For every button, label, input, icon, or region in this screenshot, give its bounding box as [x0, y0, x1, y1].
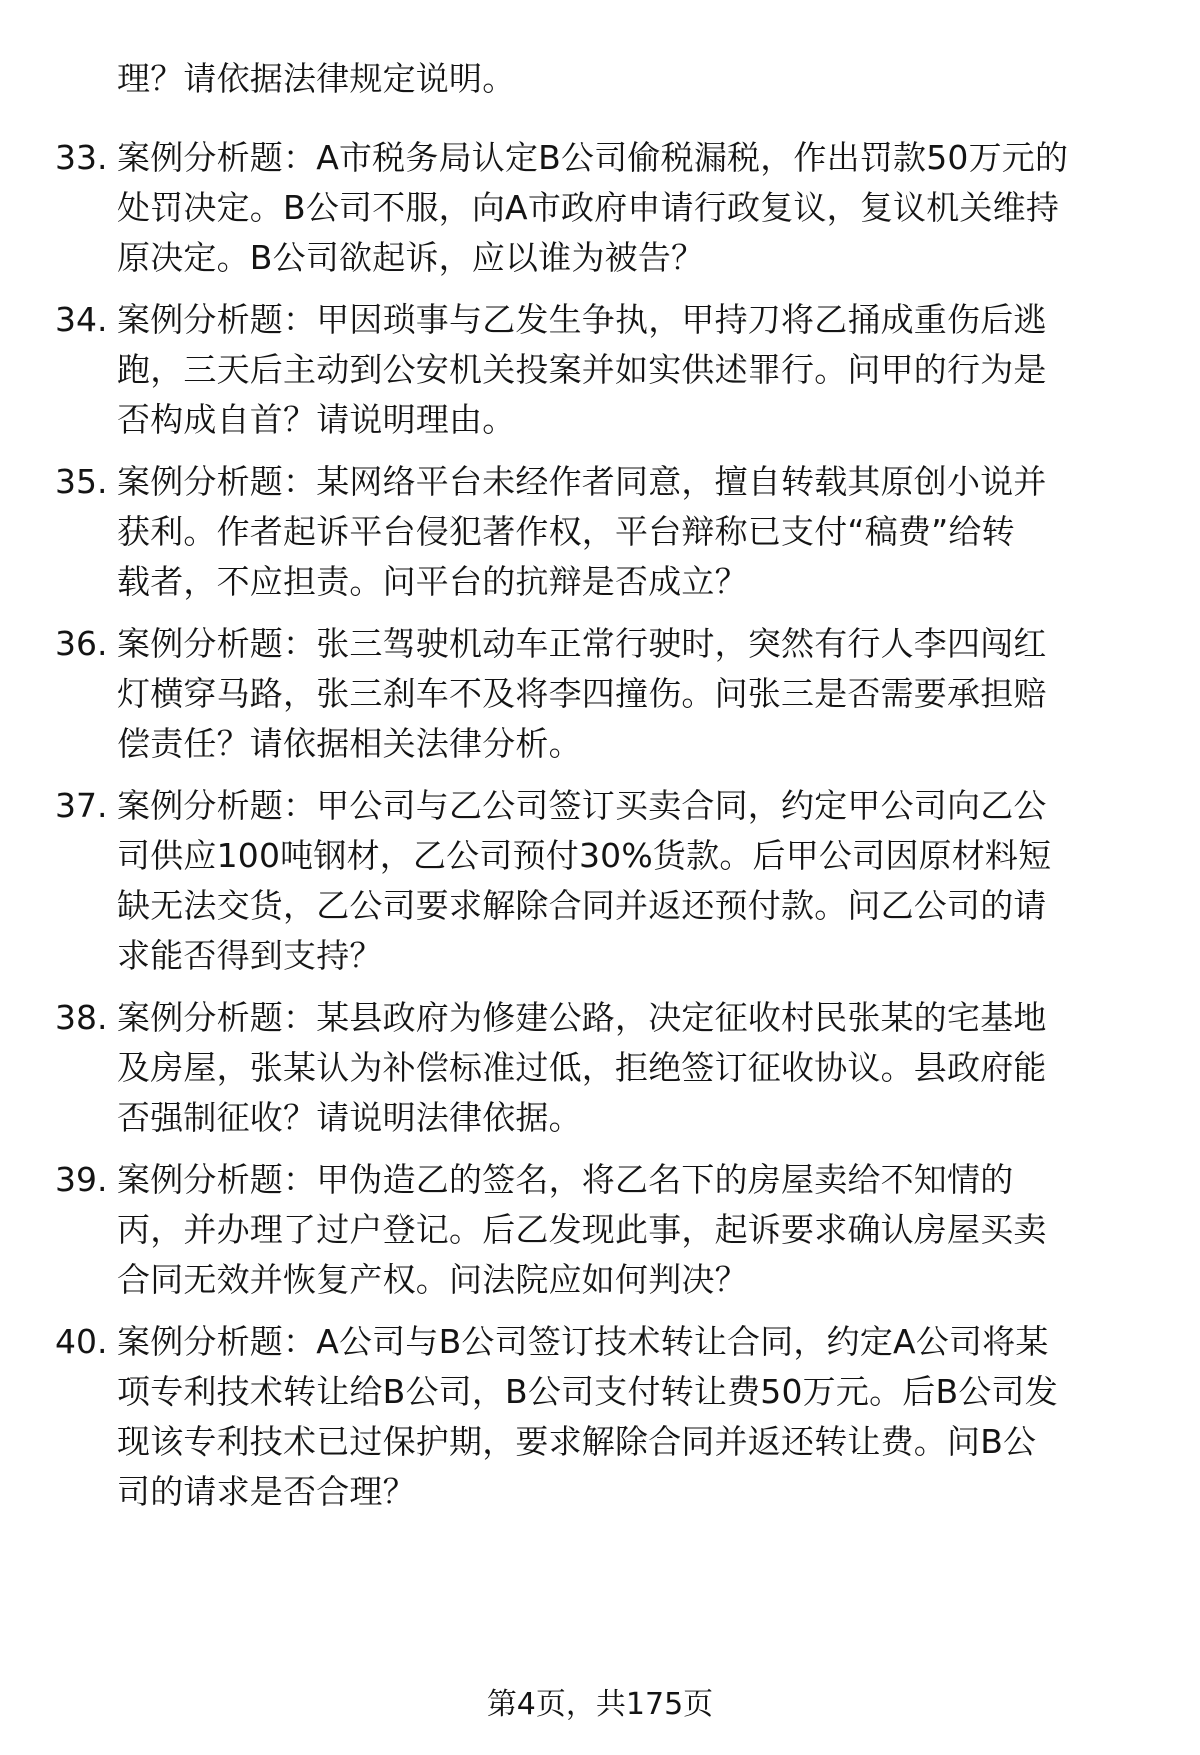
question-text-line: 案例分析题：张三驾驶机动车正常行驶时，突然有行人李四闯红	[117, 624, 1047, 663]
question-number: 35.	[55, 462, 108, 501]
question-number: 38.	[55, 998, 108, 1037]
question-text-line: 案例分析题：某县政府为修建公路，决定征收村民张某的宅基地	[117, 998, 1047, 1037]
question-text-line: 案例分析题：A公司与B公司签订技术转让合同，约定A公司将某	[117, 1322, 1049, 1361]
page-footer: 第4页，共175页	[486, 1687, 714, 1722]
question-text-line: 获利。作者起诉平台侵犯著作权，平台辩称已支付“稿费”给转	[117, 512, 1015, 551]
question-text-line: 合同无效并恢复产权。问法院应如何判决？	[117, 1260, 748, 1299]
question-text-line: 及房屋，张某认为补偿标准过低，拒绝签订征收协议。县政府能	[117, 1048, 1047, 1087]
question-text-line: 案例分析题：某网络平台未经作者同意，擅自转载其原创小说并	[117, 462, 1047, 501]
intro-line: 理？请依据法律规定说明。	[117, 59, 516, 98]
question-text-line: 原决定。B公司欲起诉，应以谁为被告？	[117, 238, 705, 277]
question-text-line: 载者，不应担责。问平台的抗辩是否成立？	[117, 562, 748, 601]
question-text-line: 案例分析题：甲伪造乙的签名，将乙名下的房屋卖给不知情的	[117, 1160, 1014, 1199]
question-text-line: 现该专利技术已过保护期，要求解除合同并返还转让费。问B公	[117, 1422, 1037, 1461]
question-text-line: 否构成自首？请说明理由。	[117, 400, 516, 439]
question-text-line: 项专利技术转让给B公司，B公司支付转让费50万元。后B公司发	[117, 1372, 1058, 1411]
question-number: 33.	[55, 138, 108, 177]
question-number: 34.	[55, 300, 108, 339]
question-text-line: 案例分析题：甲因琐事与乙发生争执，甲持刀将乙捅成重伤后逃	[117, 300, 1047, 339]
question-text-line: 否强制征收？请说明法律依据。	[117, 1098, 582, 1137]
question-number: 37.	[55, 786, 108, 825]
question-text-line: 灯横穿马路，张三刹车不及将李四撞伤。问张三是否需要承担赔	[117, 674, 1047, 713]
question-text-line: 求能否得到支持？	[117, 936, 383, 975]
question-number: 39.	[55, 1160, 108, 1199]
question-number: 36.	[55, 624, 108, 663]
question-text-line: 案例分析题：甲公司与乙公司签订买卖合同，约定甲公司向乙公	[117, 786, 1047, 825]
question-text-line: 丙，并办理了过户登记。后乙发现此事，起诉要求确认房屋买卖	[117, 1210, 1047, 1249]
question-text-line: 缺无法交货，乙公司要求解除合同并返还预付款。问乙公司的请	[117, 886, 1047, 925]
question-text-line: 司的请求是否合理？	[117, 1472, 416, 1511]
question-text-line: 处罚决定。B公司不服，向A市政府申请行政复议，复议机关维持	[117, 188, 1060, 227]
question-text-line: 跑，三天后主动到公安机关投案并如实供述罪行。问甲的行为是	[117, 350, 1047, 389]
question-text-line: 偿责任？请依据相关法律分析。	[117, 724, 582, 763]
question-text-line: 司供应100吨钢材，乙公司预付30%货款。后甲公司因原材料短	[117, 836, 1052, 875]
question-number: 40.	[55, 1322, 108, 1361]
question-text-line: 案例分析题：A市税务局认定B公司偷税漏税，作出罚款50万元的	[117, 138, 1069, 177]
